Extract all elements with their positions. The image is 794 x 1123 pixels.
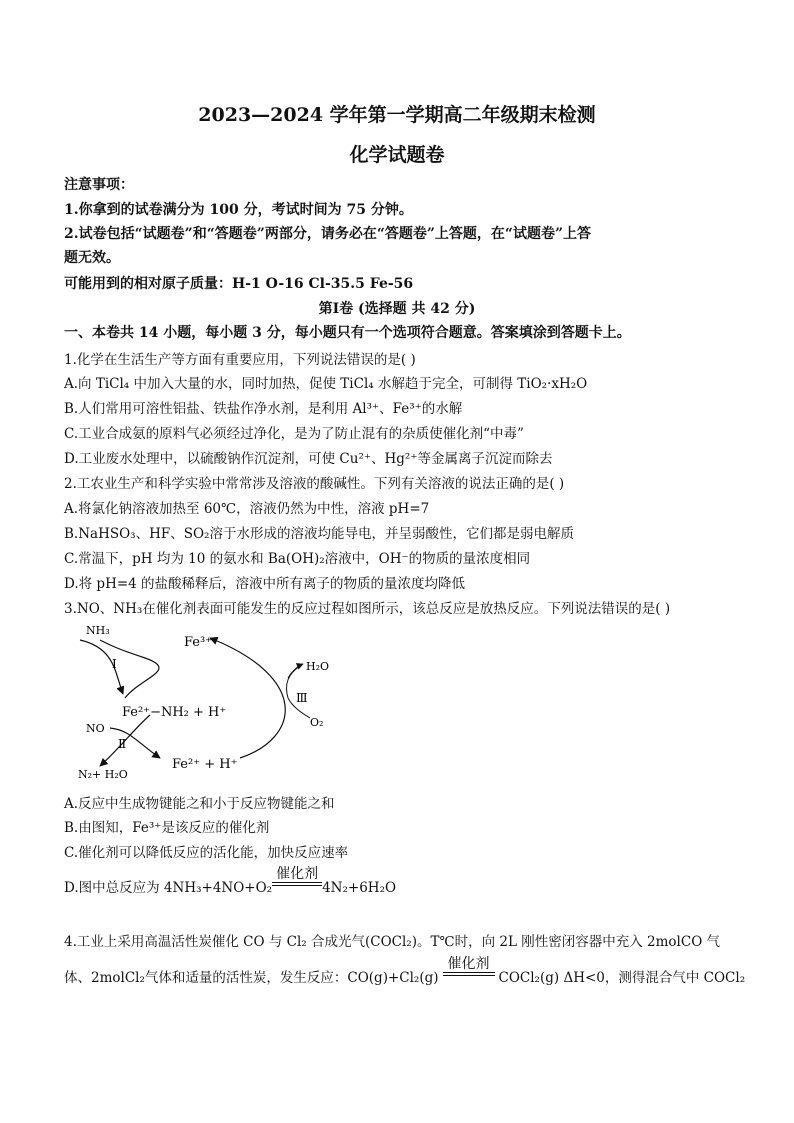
q3-stem: 3.NO、NH₃在催化剂表面可能发生的反应过程如图所示，该总反应是放热反应。下列说法错误的是( ) xyxy=(64,601,671,617)
q4-catalyst-label: 催化剂 xyxy=(447,956,490,972)
notice-item-2-line-1: 2.试卷包括“试题卷”和“答题卷”两部分，请务必在“答题卷”上答题，在“试题卷”上答 xyxy=(64,226,592,242)
q3-option-d xyxy=(64,866,396,896)
q4-reactants: 体、2molCl₂气体和适量的活性炭，发生反应：CO(g)+Cl₂(g) xyxy=(64,970,439,986)
q3-option-d-products: 4N₂+6H₂O xyxy=(322,880,397,896)
catalyst-arrow xyxy=(272,866,322,886)
diagram-n2-h2o: N₂+ H₂O xyxy=(78,768,128,781)
q3-option-d-reactants: D.图中总反应为 4NH₃+4NO+O₂ xyxy=(64,880,273,896)
cycle-arc xyxy=(210,638,285,758)
q1-option-b: B.人们常用可溶性铝盐、铁盐作净水剂，是利用 Al³⁺、Fe³⁺的水解 xyxy=(64,401,463,417)
q2-option-d: D.将 pH=4 的盐酸稀释后，溶液中所有离子的物质的量浓度均降低 xyxy=(64,576,466,592)
diagram-fe2-h: Fe²⁺ + H⁺ xyxy=(172,757,238,772)
q4-products: COCl₂(g) ΔH<0，测得混合气中 COCl₂ xyxy=(498,970,746,986)
q4-equal-arrow xyxy=(443,972,495,976)
q1-option-a: A.向 TiCl₄ 中加入大量的水，同时加热，促使 TiCl₄ 水解趋于完全，可制得 TiO₂·xH₂O xyxy=(64,376,588,392)
diagram-h2o: H₂O xyxy=(306,660,330,673)
q3-option-a: A.反应中生成物键能之和小于反应物键能之和 xyxy=(64,796,335,812)
exam-title: 2023—2024 学年第一学期高二年级期末检测 xyxy=(198,104,596,126)
diagram-step-1: Ⅰ xyxy=(112,657,117,671)
section-instruction: 一、本卷共 14 小题，每小题 3 分，每小题只有一个选项符合题意。答案填涂到答题卡上。 xyxy=(64,325,631,341)
q1-option-c: C.工业合成氨的原料气必须经过净化，是为了防止混有的杂质使催化剂“中毒” xyxy=(64,426,524,442)
q2-stem: 2.工农业生产和科学实验中常常涉及溶液的酸碱性。下列有关溶液的说法正确的是( ) xyxy=(64,476,565,492)
catalyst-label: 催化剂 xyxy=(276,866,319,882)
diagram-fe3: Fe³⁺ xyxy=(184,635,213,650)
equal-arrow xyxy=(272,882,322,886)
q4-catalyst-arrow xyxy=(443,956,495,976)
q2-option-b: B.NaHSO₃、HF、SO₂溶于水形成的溶液均能导电，并呈弱酸性，它们都是弱电解质 xyxy=(64,526,574,542)
exam-subtitle: 化学试题卷 xyxy=(349,144,445,166)
diagram-step-2: Ⅱ xyxy=(118,737,127,751)
diagram-no: NO xyxy=(86,722,105,735)
diagram-nh3: NH₃ xyxy=(86,624,110,637)
q3-option-c: C.催化剂可以降低反应的活化能，加快反应速率 xyxy=(64,845,349,861)
diagram-step-3: Ⅲ xyxy=(296,691,308,705)
q4-line-1: 4.工业上采用高温活性炭催化 CO 与 Cl₂ 合成光气(COCl₂)。T℃时，向 2L 刚性密闭容器中充入 2molCO 气 xyxy=(64,934,721,950)
notice-heading: 注意事项： xyxy=(64,177,134,193)
diagram-o2: O₂ xyxy=(310,716,324,729)
q4-line-2 xyxy=(64,956,745,986)
section-title: 第Ⅰ卷 (选择题 共 42 分) xyxy=(318,301,476,317)
atomic-masses: 可能用到的相对原子质量：H-1 O-16 Cl-35.5 Fe-56 xyxy=(64,276,414,292)
notice-item-1: 1.你拿到的试卷满分为 100 分，考试时间为 75 分钟。 xyxy=(64,202,413,218)
notice-item-2-line-2: 题无效。 xyxy=(64,250,120,266)
q1-stem: 1.化学在生活生产等方面有重要应用，下列说法错误的是( ) xyxy=(64,352,416,368)
reaction-cycle-diagram xyxy=(60,618,360,788)
q2-option-c: C.常温下，pH 均为 10 的氨水和 Ba(OH)₂溶液中，OH⁻的物质的量浓度相同 xyxy=(64,551,531,567)
q1-option-d: D.工业废水处理中，以硫酸钠作沉淀剂，可使 Cu²⁺、Hg²⁺等金属离子沉淀而除去 xyxy=(64,451,553,467)
step-1-curve xyxy=(100,640,159,698)
diagram-fe2-nh2: Fe²⁺−NH₂ + H⁺ xyxy=(122,705,227,720)
q3-option-b: B.由图知，Fe³⁺是该反应的催化剂 xyxy=(64,820,270,836)
q2-option-a: A.将氯化钠溶液加热至 60℃，溶液仍然为中性，溶液 pH=7 xyxy=(64,501,430,517)
